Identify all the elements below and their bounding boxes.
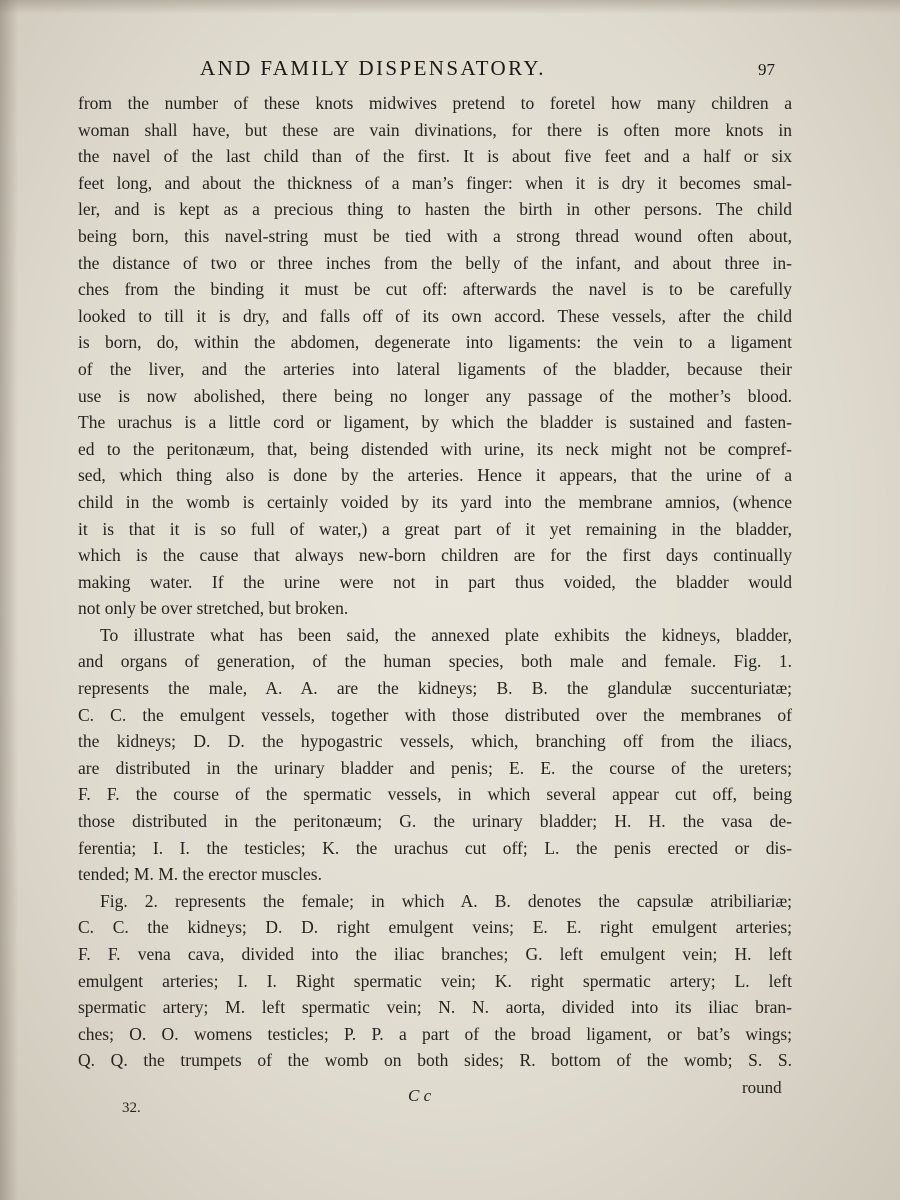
text-line: making water. If the urine were not in part thus voided, the bladder would bbox=[78, 571, 792, 592]
text-line: it is that it is so full of water,) a great part of it yet remaining in the bladder, bbox=[78, 518, 792, 539]
text-line: Fig. 2. represents the female; in which A. B. denotes the capsulæ atribiliariæ; bbox=[100, 890, 792, 911]
text-line: child in the womb is certainly voided by its yard into the membrane amnios, (whence bbox=[78, 491, 792, 512]
text-line: The urachus is a little cord or ligament, by which the bladder is sustained and fasten- bbox=[78, 412, 792, 433]
text-line: C. C. the kidneys; D. D. right emulgent veins; E. E. right emulgent arteries; bbox=[78, 917, 792, 938]
text-line: spermatic artery; M. left spermatic vein; N. N. aorta, divided into its iliac bran- bbox=[78, 997, 792, 1018]
text-line: the kidneys; D. D. the hypogastric vessels, which, branching off from the iliacs, bbox=[78, 731, 792, 752]
text-line: those distributed in the peritonæum; G. the urinary bladder; H. H. the vasa de- bbox=[78, 811, 792, 832]
text-line: sed, which thing also is done by the arteries. Hence it appears, that the urine of a bbox=[78, 465, 792, 486]
text-line: ler, and is kept as a precious thing to hasten the birth in other persons. The child bbox=[78, 199, 792, 220]
text-line: ferentia; I. I. the testicles; K. the urachus cut off; L. the penis erected or dis- bbox=[78, 837, 792, 858]
page-gutter-shadow bbox=[0, 0, 18, 1200]
text-line: tended; M. M. the erector muscles. bbox=[78, 864, 322, 885]
text-line: from the number of these knots midwives pretend to foretel how many children a bbox=[78, 93, 792, 113]
signature-number: 32. bbox=[122, 1100, 141, 1116]
page-top-shadow bbox=[0, 0, 900, 14]
body-text bbox=[78, 90, 792, 1074]
text-line: feet long, and about the thickness of a man’s finger: when it is dry it becomes smal- bbox=[78, 172, 792, 193]
text-line: represents the male, A. A. are the kidneys; B. B. the glandulæ succenturiatæ; bbox=[78, 678, 792, 699]
text-line: are distributed in the urinary bladder and penis; E. E. the course of the ureters; bbox=[78, 757, 792, 778]
text-line: F. F. the course of the spermatic vessels, in which several appear cut off, being bbox=[78, 784, 792, 805]
text-line: F. F. vena cava, divided into the iliac branches; G. left emulgent vein; H. left bbox=[78, 944, 792, 964]
text-line: being born, this navel-string must be tied with a strong thread wound often about, bbox=[78, 225, 792, 246]
text-line: C. C. the emulgent vessels, together with those distributed over the membranes of bbox=[78, 704, 792, 725]
text-line: not only be over stretched, but broken. bbox=[78, 598, 349, 619]
text-line: which is the cause that always new-born children are for the first days continually bbox=[78, 545, 792, 566]
text-line: and organs of generation, of the human species, both male and female. Fig. 1. bbox=[78, 651, 792, 672]
text-line: To illustrate what has been said, the annexed plate exhibits the kidneys, bladder, bbox=[100, 624, 792, 645]
text-line: woman shall have, but these are vain divinations, for there is often more knots in bbox=[78, 119, 792, 140]
page-number: 97 bbox=[758, 60, 775, 79]
running-head: AND FAMILY DISPENSATORY. bbox=[200, 56, 546, 80]
text-line: the distance of two or three inches from the belly of the infant, and about three in- bbox=[78, 252, 792, 273]
page-footer bbox=[0, 1078, 900, 1126]
text-line: emulgent arteries; I. I. Right spermatic vein; K. right spermatic artery; L. left bbox=[78, 970, 792, 991]
catchword: round bbox=[742, 1078, 782, 1097]
text-line: ches; O. O. womens testicles; P. P. a part of the broad ligament, or bat’s wings; bbox=[78, 1023, 792, 1044]
text-line: is born, do, within the abdomen, degenerate into ligaments: the vein to a ligament bbox=[78, 332, 792, 353]
text-line: looked to till it is dry, and falls off of its own accord. These vessels, after the child bbox=[78, 305, 792, 326]
signature-mark: C c bbox=[408, 1086, 432, 1105]
page-header bbox=[0, 56, 900, 86]
text-line: Q. Q. the trumpets of the womb on both sides; R. bottom of the womb; S. S. bbox=[78, 1050, 792, 1071]
text-line: use is now abolished, there being no longer any passage of the mother’s blood. bbox=[78, 385, 792, 406]
text-line: the navel of the last child than of the first. It is about five feet and a half or six bbox=[78, 146, 792, 167]
text-line: ches from the binding it must be cut off: afterwards the navel is to be carefully bbox=[78, 279, 792, 300]
text-line: of the liver, and the arteries into lateral ligaments of the bladder, because their bbox=[78, 358, 792, 379]
text-line: ed to the peritonæum, that, being distended with urine, its neck might not be compref- bbox=[78, 438, 792, 459]
